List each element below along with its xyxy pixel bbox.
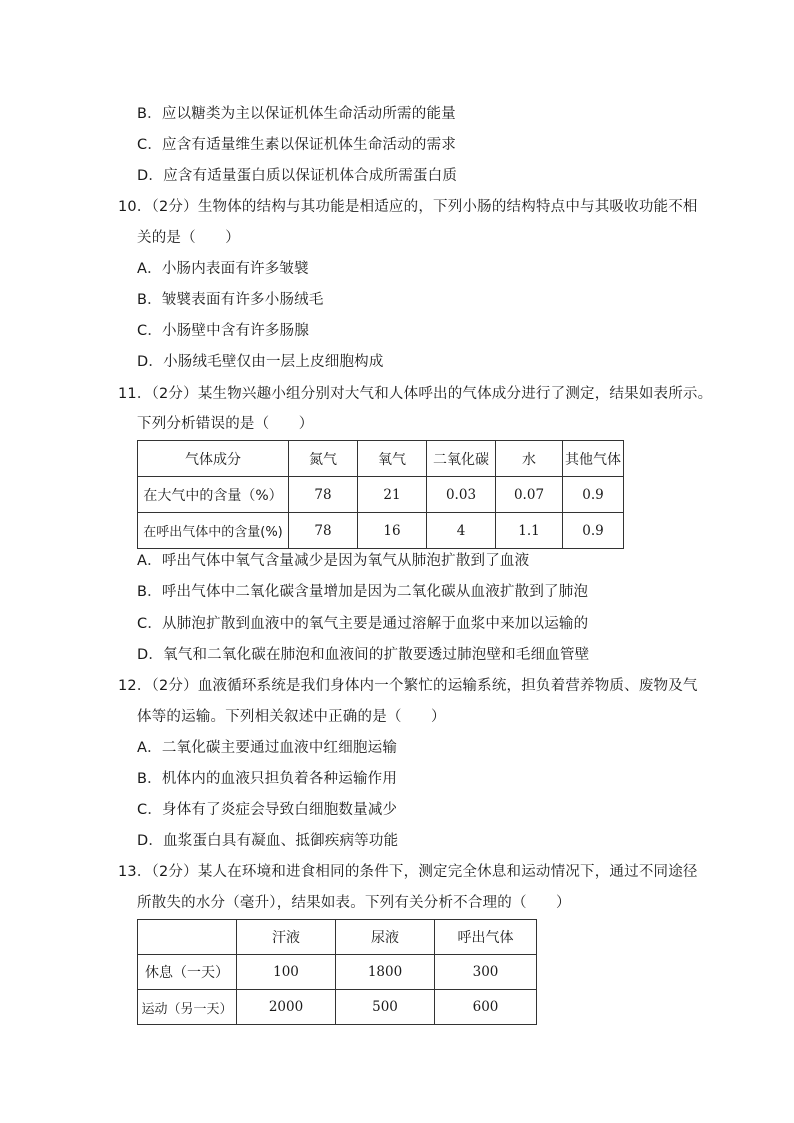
q12-option-a: A．二氧化碳主要通过血液中红细胞运输: [137, 740, 398, 756]
table-row: [138, 477, 624, 513]
table-row: [138, 990, 537, 1025]
table-header-cell: 汗液: [237, 920, 336, 955]
table-header-row: [138, 441, 624, 477]
table-header-row: [138, 920, 537, 955]
q11-option-a: A．呼出气体中氧气含量减少是因为氧气从肺泡扩散到了血液: [137, 553, 530, 569]
q12-option-d: D．血浆蛋白具有凝血、抵御疾病等功能: [137, 833, 399, 849]
q9-option-c: C．应含有适量维生素以保证机体生命活动的需求: [137, 137, 457, 153]
q10-option-b: B．皱襞表面有许多小肠绒毛: [137, 292, 324, 308]
table-cell: 0.9: [563, 477, 624, 513]
q10-option-d: D．小肠绒毛壁仅由一层上皮细胞构成: [137, 354, 384, 370]
table-cell: 2000: [237, 990, 336, 1025]
q9-option-b: B．应以糖类为主以保证机体生命活动所需的能量: [137, 106, 456, 122]
q11-option-c: C．从肺泡扩散到血液中的氧气主要是通过溶解于血浆中来加以运输的: [137, 616, 589, 632]
table-row: [138, 955, 537, 990]
q13-stem-line2: 所散失的水分（毫升），结果如表。下列有关分析不合理的（ ）: [137, 895, 571, 911]
table-header-cell: 其他气体: [563, 441, 624, 477]
table-cell: 运动（另一天）: [138, 990, 237, 1025]
table-cell: 16: [358, 513, 427, 549]
q11-gas-table: [137, 440, 624, 549]
table-header-cell: 尿液: [336, 920, 435, 955]
table-cell: 4: [427, 513, 496, 549]
table-cell: 0.03: [427, 477, 496, 513]
q9-option-d: D．应含有适量蛋白质以保证机体合成所需蛋白质: [137, 168, 458, 184]
q10-stem-line1: 10．（2分）生物体的结构与其功能是相适应的，下列小肠的结构特点中与其吸收功能不相: [118, 199, 698, 215]
table-header-cell: 呼出气体: [435, 920, 537, 955]
table-cell: 在呼出气体中的含量(%): [138, 513, 289, 549]
q10-option-c: C．小肠壁中含有许多肠腺: [137, 323, 310, 339]
table-header-cell: 气体成分: [138, 441, 289, 477]
table-cell: 78: [289, 477, 358, 513]
table-header-cell: 氮气: [289, 441, 358, 477]
q12-stem-line2: 体等的运输。下列相关叙述中正确的是（ ）: [137, 709, 446, 725]
table-cell: 0.07: [496, 477, 563, 513]
q13-stem-line1: 13．（2分）某人在环境和进食相同的条件下，测定完全休息和运动情况下，通过不同途径: [118, 864, 698, 880]
q11-option-b: B．呼出气体中二氧化碳含量增加是因为二氧化碳从血液扩散到了肺泡: [137, 584, 589, 600]
table-cell: 78: [289, 513, 358, 549]
table-row: [138, 513, 624, 549]
table-header-cell: [138, 920, 237, 955]
q11-option-d: D．氧气和二氧化碳在肺泡和血液间的扩散要透过肺泡壁和毛细血管壁: [137, 647, 590, 663]
table-header-cell: 水: [496, 441, 563, 477]
q11-stem-line1: 11．（2分）某生物兴趣小组分别对大气和人体呼出的气体成分进行了测定，结果如表所示。: [118, 386, 713, 402]
q12-option-b: B．机体内的血液只担负着各种运输作用: [137, 771, 398, 787]
q10-stem-line2: 关的是（ ）: [137, 230, 240, 246]
table-cell: 500: [336, 990, 435, 1025]
q12-stem-line1: 12．（2分）血液循环系统是我们身体内一个繁忙的运输系统，担负着营养物质、废物及气: [118, 678, 698, 694]
table-cell: 300: [435, 955, 537, 990]
table-cell: 休息（一天）: [138, 955, 237, 990]
table-header-cell: 二氧化碳: [427, 441, 496, 477]
table-cell: 1.1: [496, 513, 563, 549]
table-cell: 21: [358, 477, 427, 513]
q12-option-c: C．身体有了炎症会导致白细胞数量减少: [137, 802, 398, 818]
q13-water-loss-table: [137, 919, 537, 1025]
table-cell: 1800: [336, 955, 435, 990]
table-cell: 100: [237, 955, 336, 990]
table-cell: 在大气中的含量（%）: [138, 477, 289, 513]
q11-stem-line2: 下列分析错误的是（ ）: [137, 416, 314, 432]
q10-option-a: A．小肠内表面有许多皱襞: [137, 261, 309, 277]
table-cell: 0.9: [563, 513, 624, 549]
table-cell: 600: [435, 990, 537, 1025]
table-header-cell: 氧气: [358, 441, 427, 477]
